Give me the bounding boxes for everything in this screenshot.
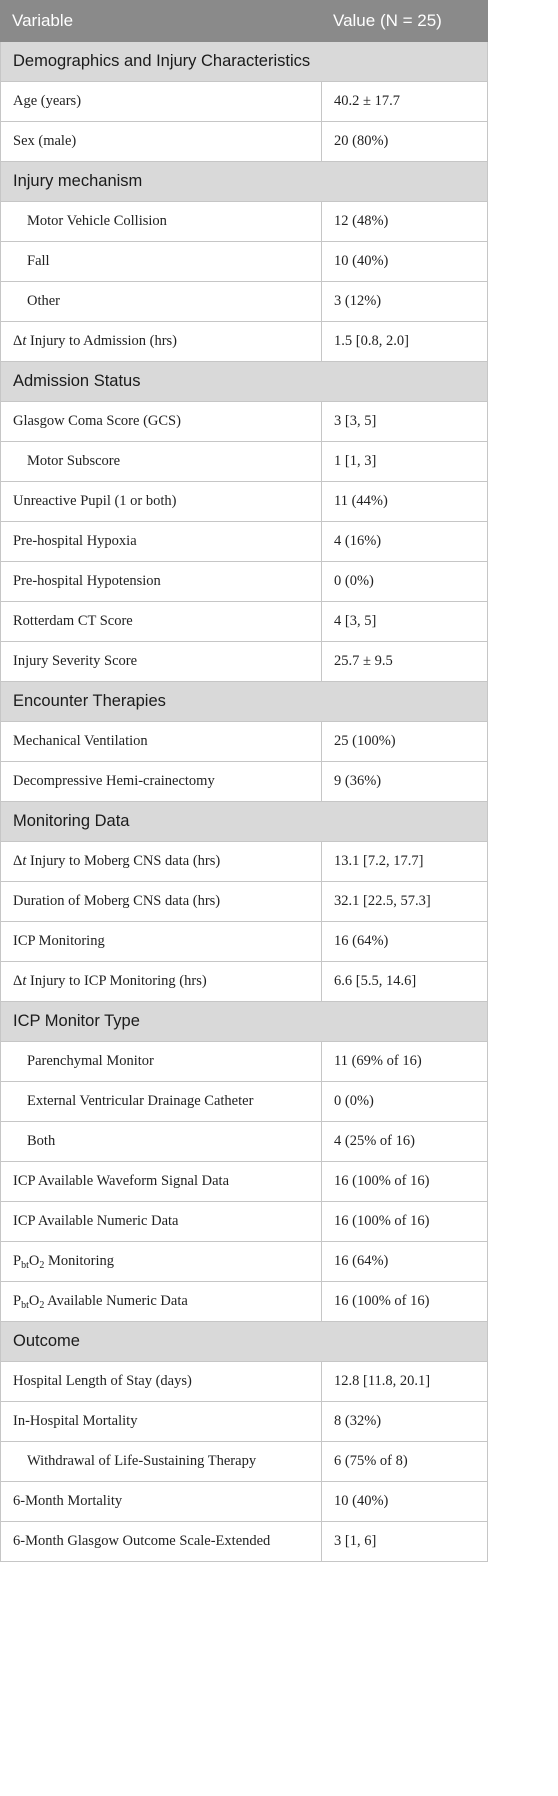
variable-cell [1, 202, 322, 242]
variable-cell [1, 962, 322, 1002]
table-row [1, 722, 488, 762]
value-cell: 3 (12%) [322, 282, 488, 322]
variable-cell [1, 762, 322, 802]
variable-label: Rotterdam CT Score [13, 613, 133, 629]
table-row [1, 1082, 488, 1122]
table-row [1, 1522, 488, 1562]
pbto2-subscript-bt: bt [21, 1299, 29, 1311]
delta-symbol: Δ [13, 333, 23, 349]
variable-label: Parenchymal Monitor [27, 1053, 154, 1069]
table-row [1, 1202, 488, 1242]
variable-cell [1, 322, 322, 362]
pbto2-subscript-2: 2 [39, 1259, 45, 1271]
value-cell: 16 (100% of 16) [322, 1282, 488, 1322]
table-row [1, 922, 488, 962]
variable-cell [1, 562, 322, 602]
variable-cell [1, 1362, 322, 1402]
table-row [1, 1442, 488, 1482]
value-cell: 6 (75% of 8) [322, 1442, 488, 1482]
variable-cell [1, 1042, 322, 1082]
value-cell: 4 (25% of 16) [322, 1122, 488, 1162]
variable-cell [1, 1242, 322, 1282]
section-title: ICP Monitor Type [1, 1002, 488, 1042]
section-title: Outcome [1, 1322, 488, 1362]
table-row [1, 1122, 488, 1162]
table-row [1, 762, 488, 802]
table-row [1, 962, 488, 1002]
table-body [1, 42, 488, 1562]
variable-cell [1, 1442, 322, 1482]
table-row [1, 482, 488, 522]
table-row [1, 882, 488, 922]
variable-cell [1, 602, 322, 642]
table-row [1, 1242, 488, 1282]
section-title: Encounter Therapies [1, 682, 488, 722]
table-row [1, 282, 488, 322]
variable-label: ICP Monitoring [13, 933, 105, 949]
variable-label: Motor Vehicle Collision [27, 213, 167, 229]
value-cell: 3 [3, 5] [322, 402, 488, 442]
variable-label: Monitoring [44, 1252, 115, 1269]
table-row [1, 1042, 488, 1082]
value-cell: 4 (16%) [322, 522, 488, 562]
section-header-row [1, 682, 488, 722]
variable-cell [1, 882, 322, 922]
variable-label: Injury to Moberg CNS data (hrs) [26, 853, 221, 869]
section-title: Admission Status [1, 362, 488, 402]
variable-cell [1, 642, 322, 682]
variable-label: Unreactive Pupil (1 or both) [13, 493, 177, 509]
value-cell: 20 (80%) [322, 122, 488, 162]
variable-cell [1, 482, 322, 522]
variable-label: Other [27, 293, 61, 309]
value-cell: 16 (100% of 16) [322, 1202, 488, 1242]
table-row [1, 1402, 488, 1442]
table-row [1, 442, 488, 482]
value-cell: 1 [1, 3] [322, 442, 488, 482]
section-header-row [1, 1002, 488, 1042]
variable-cell [1, 722, 322, 762]
variable-label: Duration of Moberg CNS data (hrs) [13, 893, 221, 909]
pbto2-o: O [28, 1292, 40, 1309]
table-row [1, 642, 488, 682]
value-cell: 0 (0%) [322, 1082, 488, 1122]
pbto2-p: P [13, 1292, 22, 1309]
variable-cell [1, 1482, 322, 1522]
variable-cell [1, 1202, 322, 1242]
value-cell: 32.1 [22.5, 57.3] [322, 882, 488, 922]
section-title: Monitoring Data [1, 802, 488, 842]
variable-cell [1, 1282, 322, 1322]
variable-label: Injury to ICP Monitoring (hrs) [26, 973, 207, 989]
header-value: Value (N = 25) [322, 1, 488, 42]
variable-label: Motor Subscore [27, 453, 121, 469]
value-cell: 0 (0%) [322, 562, 488, 602]
variable-label: Available Numeric Data [44, 1292, 188, 1309]
value-cell: 3 [1, 6] [322, 1522, 488, 1562]
variable-label: In-Hospital Mortality [13, 1413, 138, 1429]
value-cell: 8 (32%) [322, 1402, 488, 1442]
variable-label: ICP Available Numeric Data [13, 1213, 179, 1229]
variable-cell [1, 1402, 322, 1442]
variable-label: 6-Month Mortality [13, 1493, 123, 1509]
pbto2-o: O [28, 1252, 40, 1269]
variable-label: Withdrawal of Life-Sustaining Therapy [27, 1453, 257, 1469]
value-cell: 11 (44%) [322, 482, 488, 522]
variable-cell [1, 122, 322, 162]
value-cell: 25.7 ± 9.5 [322, 642, 488, 682]
table-row [1, 1482, 488, 1522]
table-row [1, 842, 488, 882]
header-row [1, 1, 488, 42]
delta-symbol: Δ [13, 973, 23, 989]
pbto2-subscript-bt: bt [21, 1259, 29, 1271]
variable-cell [1, 1082, 322, 1122]
header-variable: Variable [1, 1, 322, 42]
section-header-row [1, 802, 488, 842]
value-cell: 16 (64%) [322, 922, 488, 962]
table-row [1, 402, 488, 442]
section-header-row [1, 362, 488, 402]
table-row [1, 242, 488, 282]
variable-cell [1, 1522, 322, 1562]
table-row [1, 202, 488, 242]
variable-label: Injury to Admission (hrs) [26, 333, 177, 349]
variable-cell [1, 1122, 322, 1162]
table-row [1, 562, 488, 602]
value-cell: 4 [3, 5] [322, 602, 488, 642]
variable-label: Decompressive Hemi-crainectomy [13, 773, 215, 789]
section-header-row [1, 162, 488, 202]
variable-label: ICP Available Waveform Signal Data [13, 1173, 230, 1189]
pbto2-subscript-2: 2 [39, 1299, 45, 1311]
variable-cell [1, 442, 322, 482]
value-cell: 12 (48%) [322, 202, 488, 242]
variable-cell [1, 402, 322, 442]
section-title: Injury mechanism [1, 162, 488, 202]
value-cell: 25 (100%) [322, 722, 488, 762]
variable-label: Sex (male) [13, 133, 77, 149]
variable-label: Pre-hospital Hypotension [13, 573, 161, 589]
delta-symbol: Δ [13, 853, 23, 869]
variable-label: Mechanical Ventilation [13, 733, 148, 749]
value-cell: 12.8 [11.8, 20.1] [322, 1362, 488, 1402]
value-cell: 13.1 [7.2, 17.7] [322, 842, 488, 882]
value-cell: 6.6 [5.5, 14.6] [322, 962, 488, 1002]
pbto2-p: P [13, 1252, 22, 1269]
value-cell: 10 (40%) [322, 1482, 488, 1522]
variable-label: External Ventricular Drainage Catheter [27, 1093, 254, 1109]
value-cell: 16 (100% of 16) [322, 1162, 488, 1202]
variable-cell [1, 922, 322, 962]
italic-t: t [22, 973, 27, 989]
value-cell: 11 (69% of 16) [322, 1042, 488, 1082]
section-title: Demographics and Injury Characteristics [1, 42, 488, 82]
table-row [1, 322, 488, 362]
variable-cell [1, 522, 322, 562]
table-row [1, 82, 488, 122]
variable-label: Pre-hospital Hypoxia [13, 533, 137, 549]
section-header-row [1, 1322, 488, 1362]
variable-cell [1, 242, 322, 282]
section-header-row [1, 42, 488, 82]
table-row [1, 1282, 488, 1322]
variable-label: Fall [27, 253, 50, 269]
table-row [1, 1162, 488, 1202]
variable-cell [1, 82, 322, 122]
table-row [1, 1362, 488, 1402]
variable-cell [1, 842, 322, 882]
italic-t: t [22, 333, 27, 349]
italic-t: t [22, 853, 27, 869]
value-cell: 16 (64%) [322, 1242, 488, 1282]
variable-label: Both [27, 1133, 56, 1149]
variable-label: Hospital Length of Stay (days) [13, 1373, 192, 1389]
variable-cell [1, 282, 322, 322]
variable-label: Glasgow Coma Score (GCS) [13, 413, 181, 429]
table-row [1, 602, 488, 642]
table-row [1, 522, 488, 562]
variable-label: Age (years) [13, 93, 82, 109]
value-cell: 10 (40%) [322, 242, 488, 282]
variable-label: Injury Severity Score [13, 653, 138, 669]
value-cell: 1.5 [0.8, 2.0] [322, 322, 488, 362]
table-row [1, 122, 488, 162]
value-cell: 9 (36%) [322, 762, 488, 802]
variable-cell [1, 1162, 322, 1202]
value-cell: 40.2 ± 17.7 [322, 82, 488, 122]
variable-label: 6-Month Glasgow Outcome Scale-Extended [13, 1533, 271, 1549]
